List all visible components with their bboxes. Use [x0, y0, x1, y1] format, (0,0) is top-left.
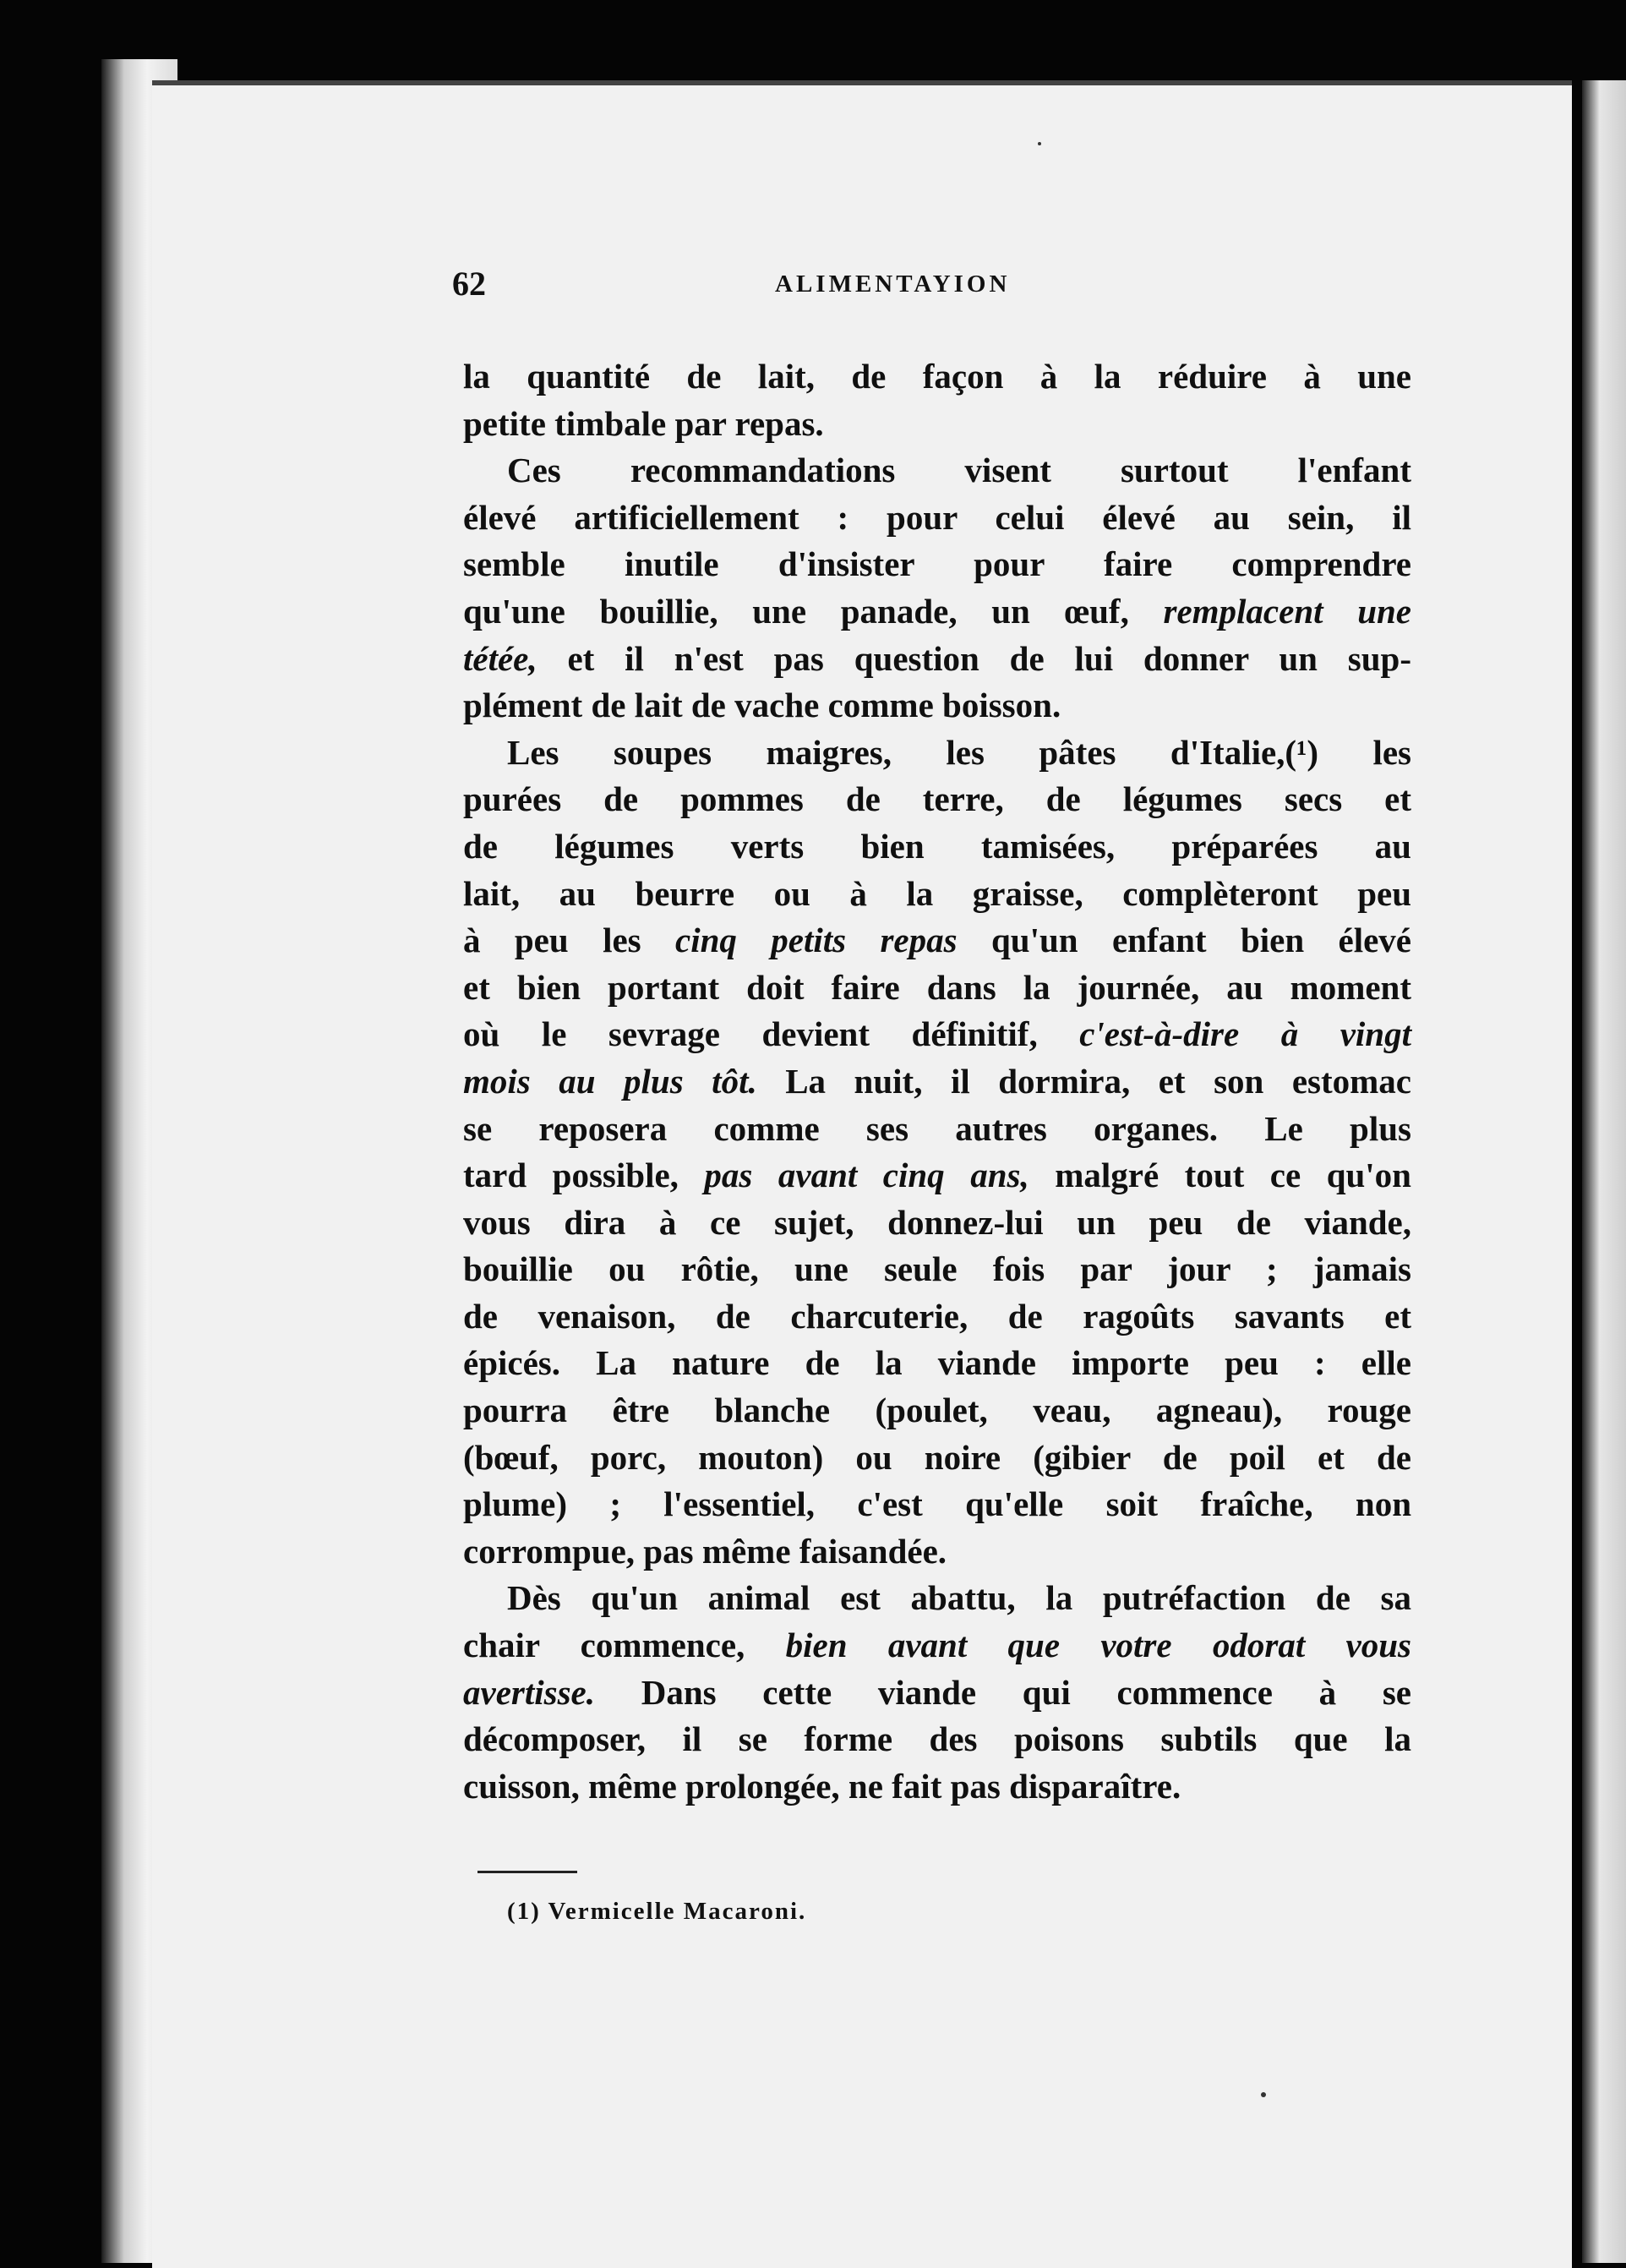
footnote-divider [477, 1871, 577, 1873]
text-segment: et bien portant doit faire dans la journée, au moment [463, 967, 1411, 1007]
text-line [463, 495, 1411, 542]
facing-page-edge [1582, 80, 1626, 2263]
text-segment: Ces recommandations visent surtout l'enfant [507, 451, 1411, 490]
text-line [463, 917, 1411, 965]
italic-text: tétée, [463, 638, 537, 678]
text-segment: malgré tout ce qu'on [1029, 1156, 1411, 1195]
text-line [463, 1763, 1411, 1811]
text-segment: purées de pommes de terre, de légumes secs et [463, 779, 1411, 819]
text-segment: plume) ; l'essentiel, c'est qu'elle soit fraîche, non [463, 1484, 1411, 1524]
text-line [463, 1152, 1411, 1200]
text-line [463, 871, 1411, 918]
footnote: (1) Vermicelle Macaroni. [507, 1898, 807, 1925]
text-line [463, 1200, 1411, 1247]
text-line [463, 965, 1411, 1012]
text-segment: la quantité de lait, de façon à la réduire à une [463, 357, 1411, 396]
text-segment: lait, au beurre ou à la graisse, complèteront peu [463, 873, 1411, 913]
text-line [463, 1670, 1411, 1717]
text-segment: décomposer, il se forme des poisons subtils que la [463, 1719, 1411, 1759]
text-segment: plément de lait de vache comme boisson. [463, 686, 1061, 725]
text-line [463, 1293, 1411, 1341]
text-segment: cuisson, même prolongée, ne fait pas disparaître. [463, 1766, 1181, 1806]
text-line [463, 776, 1411, 823]
text-segment: tard possible, [463, 1156, 705, 1195]
text-segment: de venaison, de charcuterie, de ragoûts savants et [463, 1296, 1411, 1336]
text-segment: et il n'est pas question de lui donner un sup- [537, 638, 1411, 678]
italic-text: c'est-à-dire à vingt [1079, 1014, 1411, 1054]
text-line [463, 1716, 1411, 1763]
text-segment: petite timbale par repas. [463, 403, 824, 443]
text-segment: Dans cette viande qui commence à se [595, 1672, 1411, 1712]
text-segment: élevé artificiellement : pour celui élevé au sein, il [463, 497, 1411, 537]
italic-text: avertisse. [463, 1672, 595, 1712]
italic-text: bien avant que votre odorat vous [785, 1626, 1412, 1665]
page-number: 62 [452, 265, 486, 303]
text-line [463, 636, 1411, 683]
text-segment: (bœuf, porc, mouton) ou noire (gibier de poil et de [463, 1437, 1411, 1477]
text-line [463, 1246, 1411, 1293]
text-segment: La nuit, il dormira, et son estomac [756, 1061, 1411, 1101]
text-line [463, 1387, 1411, 1435]
text-line [463, 1575, 1411, 1622]
text-line [463, 1058, 1411, 1106]
text-line [463, 353, 1411, 401]
text-segment: vous dira à ce sujet, donnez-lui un peu de viande, [463, 1202, 1411, 1242]
text-line [463, 401, 1411, 448]
text-segment: chair commence, [463, 1626, 786, 1665]
text-segment: bouillie ou rôtie, une seule fois par jour ; jamais [463, 1249, 1411, 1289]
text-line [463, 682, 1411, 730]
text-line [463, 823, 1411, 871]
text-line [463, 541, 1411, 588]
italic-text: mois au plus tôt. [463, 1061, 757, 1101]
text-line [463, 1011, 1411, 1058]
text-segment: de légumes verts bien tamisées, préparées au [463, 826, 1411, 866]
running-head: ALIMENTAYION [775, 271, 1011, 298]
text-segment: où le sevrage devient définitif, [463, 1014, 1080, 1054]
text-line [463, 1340, 1411, 1387]
italic-text: cinq petits repas [675, 921, 958, 960]
text-segment: qu'un enfant bien élevé [957, 921, 1412, 960]
speck [1261, 2092, 1266, 2097]
text-segment: corrompue, pas même faisandée. [463, 1531, 947, 1571]
page-header [452, 264, 1416, 314]
text-line [463, 1435, 1411, 1482]
text-line [463, 1481, 1411, 1528]
text-segment: épicés. La nature de la viande importe peu : elle [463, 1343, 1411, 1383]
text-segment: se reposera comme ses autres organes. Le plus [463, 1108, 1411, 1148]
italic-text: pas avant cinq ans, [704, 1156, 1029, 1195]
text-line [463, 447, 1411, 495]
text-segment: à peu les [463, 921, 675, 960]
text-segment: Les soupes maigres, les pâtes d'Italie,(¹) les [507, 732, 1411, 772]
text-line [463, 588, 1411, 636]
text-line [463, 730, 1411, 777]
text-line [463, 1528, 1411, 1576]
text-line [463, 1622, 1411, 1670]
body-text [463, 353, 1411, 1810]
speck [1038, 142, 1041, 145]
text-segment: pourra être blanche (poulet, veau, agneau), rouge [463, 1391, 1411, 1430]
italic-text: remplacent une [1163, 591, 1411, 631]
text-segment: Dès qu'un animal est abattu, la putréfaction de sa [507, 1578, 1411, 1618]
text-segment: semble inutile d'insister pour faire comprendre [463, 544, 1411, 584]
text-segment: qu'une bouillie, une panade, un œuf, [463, 591, 1164, 631]
text-line [463, 1106, 1411, 1153]
